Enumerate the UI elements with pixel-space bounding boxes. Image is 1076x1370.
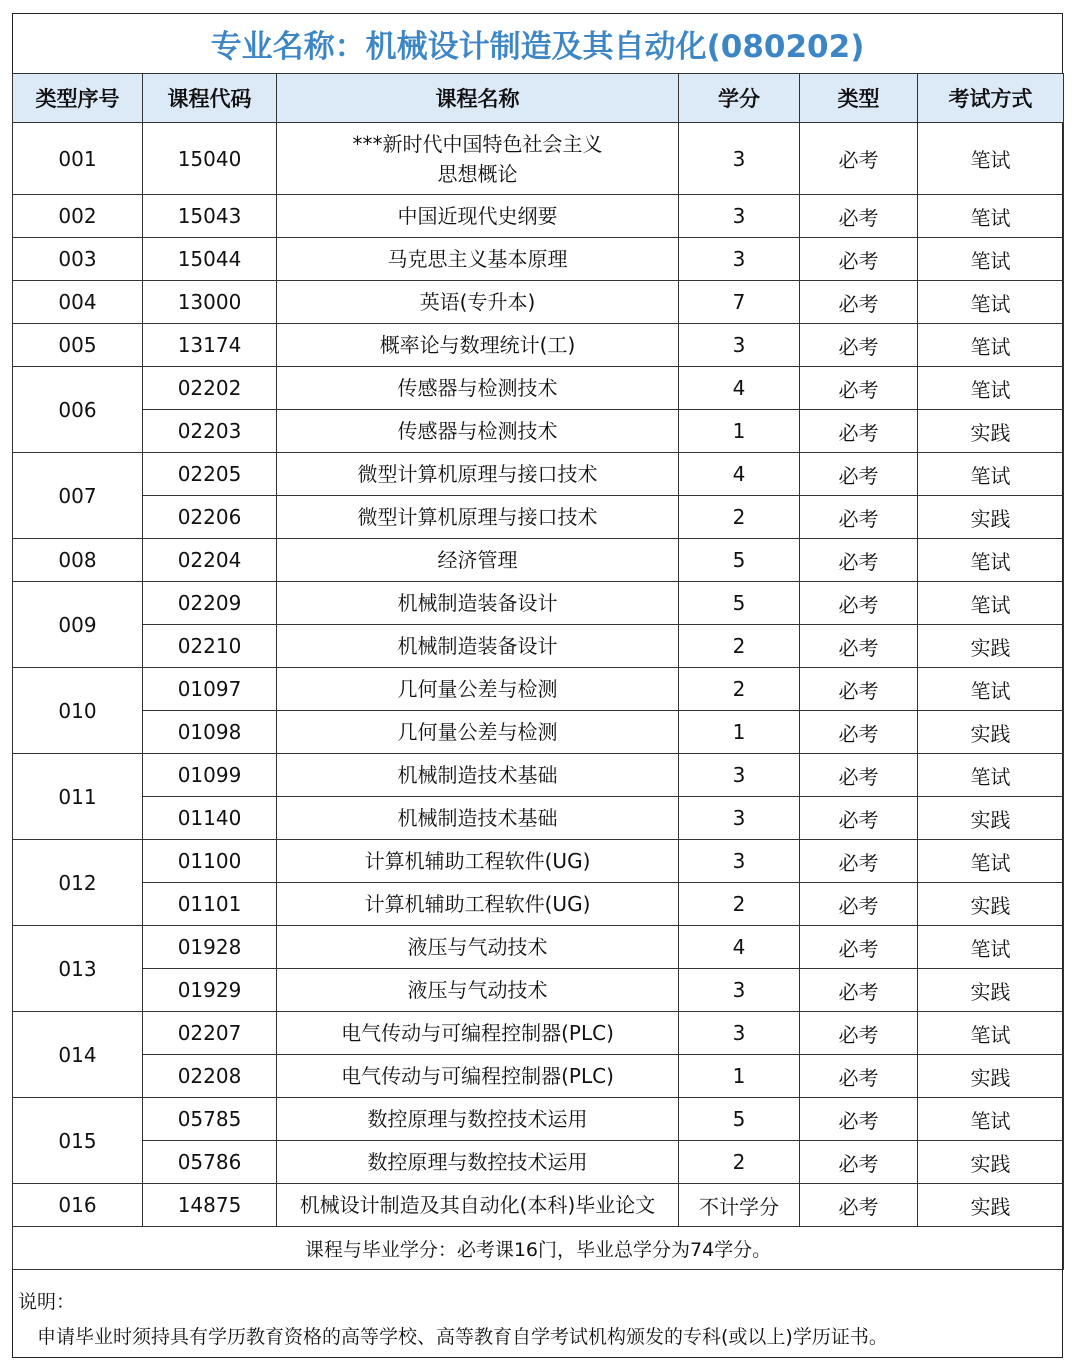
course-name-cell: 液压与气动技术 — [277, 969, 679, 1012]
table-row — [13, 969, 1064, 1012]
type-seq-cell: 007 — [13, 453, 143, 539]
type-cell: 必考 — [800, 410, 918, 453]
table-row — [13, 625, 1064, 668]
course-code-cell: 02207 — [143, 1012, 277, 1055]
exam-method-cell: 实践 — [918, 969, 1064, 1012]
exam-method-cell: 笔试 — [918, 324, 1064, 367]
type-seq-cell: 009 — [13, 582, 143, 668]
credit-cell: 3 — [679, 1012, 800, 1055]
table-row — [13, 453, 1064, 496]
type-seq-cell: 010 — [13, 668, 143, 754]
credit-cell: 5 — [679, 582, 800, 625]
exam-method-cell: 笔试 — [918, 453, 1064, 496]
course-code-cell: 01100 — [143, 840, 277, 883]
course-name-cell: 几何量公差与检测 — [277, 668, 679, 711]
course-name-cell: 传感器与检测技术 — [277, 367, 679, 410]
course-name-cell: 机械制造技术基础 — [277, 754, 679, 797]
type-seq-cell: 014 — [13, 1012, 143, 1098]
header-code: 课程代码 — [143, 74, 277, 123]
course-name-cell: 机械制造装备设计 — [277, 582, 679, 625]
note-section — [13, 1275, 1062, 1357]
exam-method-cell: 笔试 — [918, 195, 1064, 238]
course-name-cell: 经济管理 — [277, 539, 679, 582]
note-body: 申请毕业时须持具有学历教育资格的高等学校、高等教育自学考试机构颁发的专科(或以上)学历证书。 — [37, 1326, 888, 1348]
type-seq-cell: 008 — [13, 539, 143, 582]
type-cell: 必考 — [800, 123, 918, 195]
credit-cell: 4 — [679, 453, 800, 496]
course-name-cell: 微型计算机原理与接口技术 — [277, 496, 679, 539]
type-cell: 必考 — [800, 926, 918, 969]
course-code-cell: 02204 — [143, 539, 277, 582]
credit-cell: 7 — [679, 281, 800, 324]
exam-method-cell: 实践 — [918, 1184, 1064, 1227]
exam-method-cell: 实践 — [918, 496, 1064, 539]
type-cell: 必考 — [800, 367, 918, 410]
course-name-cell: 数控原理与数控技术运用 — [277, 1141, 679, 1184]
header-exam: 考试方式 — [918, 74, 1064, 123]
exam-method-cell: 实践 — [918, 625, 1064, 668]
course-name-cell: 电气传动与可编程控制器(PLC) — [277, 1055, 679, 1098]
type-seq-cell: 005 — [13, 324, 143, 367]
summary-text: 课程与毕业学分：必考课16门，毕业总学分为74学分。 — [13, 1227, 1064, 1270]
type-cell: 必考 — [800, 1012, 918, 1055]
type-cell: 必考 — [800, 1098, 918, 1141]
course-name-cell: 英语(专升本) — [277, 281, 679, 324]
course-name-cell: 计算机辅助工程软件(UG) — [277, 840, 679, 883]
type-seq-cell: 015 — [13, 1098, 143, 1184]
credit-cell: 5 — [679, 539, 800, 582]
credit-cell: 3 — [679, 324, 800, 367]
table-row — [13, 238, 1064, 281]
exam-method-cell: 笔试 — [918, 1012, 1064, 1055]
course-name-cell: 数控原理与数控技术运用 — [277, 1098, 679, 1141]
course-code-cell: 14875 — [143, 1184, 277, 1227]
course-code-cell: 02206 — [143, 496, 277, 539]
page-title: 专业名称：机械设计制造及其自动化(080202) — [210, 29, 865, 65]
type-cell: 必考 — [800, 1184, 918, 1227]
type-seq-cell: 004 — [13, 281, 143, 324]
credit-cell: 3 — [679, 797, 800, 840]
table-row — [13, 123, 1064, 195]
course-name-cell: 计算机辅助工程软件(UG) — [277, 883, 679, 926]
course-table — [12, 73, 1064, 1270]
table-row — [13, 1098, 1064, 1141]
credit-cell: 3 — [679, 195, 800, 238]
course-code-cell: 01097 — [143, 668, 277, 711]
course-name-cell: 电气传动与可编程控制器(PLC) — [277, 1012, 679, 1055]
course-name-cell: 机械制造技术基础 — [277, 797, 679, 840]
course-code-cell: 02209 — [143, 582, 277, 625]
table-header-row — [13, 74, 1064, 123]
table-row — [13, 1141, 1064, 1184]
table-row — [13, 367, 1064, 410]
type-cell: 必考 — [800, 883, 918, 926]
course-name-cell: 液压与气动技术 — [277, 926, 679, 969]
credit-cell: 1 — [679, 410, 800, 453]
type-cell: 必考 — [800, 711, 918, 754]
table-row — [13, 496, 1064, 539]
header-type: 类型 — [800, 74, 918, 123]
course-code-cell: 05786 — [143, 1141, 277, 1184]
table-row — [13, 797, 1064, 840]
exam-method-cell: 实践 — [918, 797, 1064, 840]
course-code-cell: 13174 — [143, 324, 277, 367]
credit-cell: 2 — [679, 883, 800, 926]
exam-method-cell: 笔试 — [918, 840, 1064, 883]
credit-cell: 2 — [679, 668, 800, 711]
exam-method-cell: 笔试 — [918, 1098, 1064, 1141]
table-row — [13, 410, 1064, 453]
credit-cell: 不计学分 — [679, 1184, 800, 1227]
course-name-cell: 机械制造装备设计 — [277, 625, 679, 668]
header-seq: 类型序号 — [13, 74, 143, 123]
exam-method-cell: 笔试 — [918, 539, 1064, 582]
credit-cell: 1 — [679, 1055, 800, 1098]
table-row — [13, 539, 1064, 582]
course-name-cell: 机械设计制造及其自动化(本科)毕业论文 — [277, 1184, 679, 1227]
type-cell: 必考 — [800, 840, 918, 883]
table-row — [13, 711, 1064, 754]
table-row — [13, 926, 1064, 969]
type-seq-cell: 006 — [13, 367, 143, 453]
course-code-cell: 02202 — [143, 367, 277, 410]
type-cell: 必考 — [800, 668, 918, 711]
exam-method-cell: 笔试 — [918, 123, 1064, 195]
summary-row — [13, 1227, 1064, 1270]
note-title: 说明： — [18, 1291, 76, 1313]
type-cell: 必考 — [800, 797, 918, 840]
type-seq-cell: 001 — [13, 123, 143, 195]
exam-method-cell: 笔试 — [918, 668, 1064, 711]
type-seq-cell: 012 — [13, 840, 143, 926]
table-body — [13, 123, 1064, 1227]
table-row — [13, 883, 1064, 926]
credit-cell: 2 — [679, 1141, 800, 1184]
type-cell: 必考 — [800, 582, 918, 625]
course-code-cell: 01929 — [143, 969, 277, 1012]
credit-cell: 2 — [679, 496, 800, 539]
type-cell: 必考 — [800, 754, 918, 797]
course-code-cell: 01101 — [143, 883, 277, 926]
header-credit: 学分 — [679, 74, 800, 123]
table-row — [13, 324, 1064, 367]
credit-cell: 4 — [679, 926, 800, 969]
course-name-cell: 概率论与数理统计(工) — [277, 324, 679, 367]
type-cell: 必考 — [800, 195, 918, 238]
course-code-cell: 02203 — [143, 410, 277, 453]
course-name-cell: 微型计算机原理与接口技术 — [277, 453, 679, 496]
exam-method-cell: 笔试 — [918, 754, 1064, 797]
credit-cell: 3 — [679, 754, 800, 797]
course-code-cell: 01098 — [143, 711, 277, 754]
course-code-cell: 01140 — [143, 797, 277, 840]
credit-cell: 3 — [679, 969, 800, 1012]
table-row — [13, 1184, 1064, 1227]
course-code-cell: 05785 — [143, 1098, 277, 1141]
exam-method-cell: 笔试 — [918, 238, 1064, 281]
type-cell: 必考 — [800, 324, 918, 367]
type-cell: 必考 — [800, 969, 918, 1012]
course-code-cell: 02205 — [143, 453, 277, 496]
table-row — [13, 281, 1064, 324]
credit-cell: 5 — [679, 1098, 800, 1141]
type-seq-cell: 013 — [13, 926, 143, 1012]
exam-method-cell: 笔试 — [918, 926, 1064, 969]
course-code-cell: 15043 — [143, 195, 277, 238]
course-name-cell: 传感器与检测技术 — [277, 410, 679, 453]
credit-cell: 1 — [679, 711, 800, 754]
table-row — [13, 668, 1064, 711]
table-row — [13, 1055, 1064, 1098]
table-row — [13, 754, 1064, 797]
course-code-cell: 01099 — [143, 754, 277, 797]
course-code-cell: 01928 — [143, 926, 277, 969]
type-seq-cell: 003 — [13, 238, 143, 281]
type-cell: 必考 — [800, 453, 918, 496]
credit-cell: 3 — [679, 123, 800, 195]
table-row — [13, 840, 1064, 883]
course-name-cell: 几何量公差与检测 — [277, 711, 679, 754]
type-cell: 必考 — [800, 281, 918, 324]
exam-method-cell: 实践 — [918, 410, 1064, 453]
exam-method-cell: 实践 — [918, 1055, 1064, 1098]
course-name-cell: ***新时代中国特色社会主义 思想概论 — [277, 123, 679, 195]
credit-cell: 2 — [679, 625, 800, 668]
type-seq-cell: 016 — [13, 1184, 143, 1227]
table-row — [13, 582, 1064, 625]
course-name-cell: 中国近现代史纲要 — [277, 195, 679, 238]
type-cell: 必考 — [800, 1055, 918, 1098]
type-cell: 必考 — [800, 496, 918, 539]
exam-method-cell: 笔试 — [918, 582, 1064, 625]
type-cell: 必考 — [800, 625, 918, 668]
course-code-cell: 15044 — [143, 238, 277, 281]
credit-cell: 4 — [679, 367, 800, 410]
credit-cell: 3 — [679, 840, 800, 883]
exam-method-cell: 笔试 — [918, 281, 1064, 324]
course-code-cell: 15040 — [143, 123, 277, 195]
exam-method-cell: 实践 — [918, 1141, 1064, 1184]
type-seq-cell: 011 — [13, 754, 143, 840]
type-cell: 必考 — [800, 539, 918, 582]
exam-method-cell: 实践 — [918, 883, 1064, 926]
course-name-cell: 马克思主义基本原理 — [277, 238, 679, 281]
exam-method-cell: 笔试 — [918, 367, 1064, 410]
type-cell: 必考 — [800, 1141, 918, 1184]
course-code-cell: 13000 — [143, 281, 277, 324]
type-seq-cell: 002 — [13, 195, 143, 238]
table-row — [13, 1012, 1064, 1055]
course-code-cell: 02208 — [143, 1055, 277, 1098]
table-row — [13, 195, 1064, 238]
credit-cell: 3 — [679, 238, 800, 281]
type-cell: 必考 — [800, 238, 918, 281]
header-name: 课程名称 — [277, 74, 679, 123]
exam-method-cell: 实践 — [918, 711, 1064, 754]
course-code-cell: 02210 — [143, 625, 277, 668]
